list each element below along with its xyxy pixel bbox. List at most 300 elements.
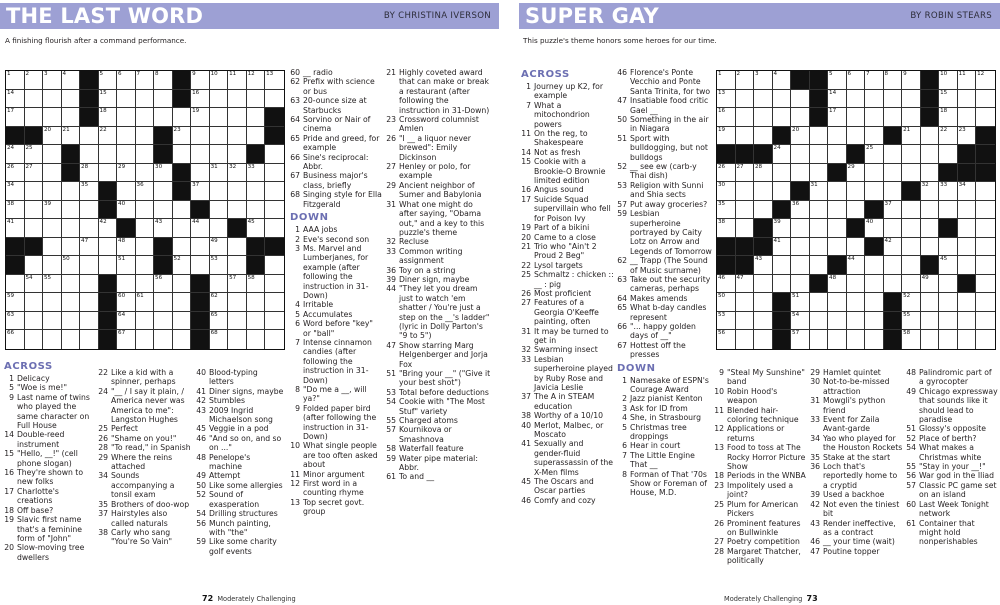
grid-cell[interactable] xyxy=(43,275,62,294)
grid-cell[interactable] xyxy=(154,219,173,238)
grid-cell[interactable] xyxy=(62,312,81,331)
grid-cell[interactable] xyxy=(117,127,136,146)
grid-cell[interactable] xyxy=(6,293,25,312)
grid-cell[interactable] xyxy=(136,108,155,127)
grid-cell[interactable] xyxy=(773,182,792,201)
grid-cell[interactable] xyxy=(828,275,847,294)
grid-cell[interactable] xyxy=(902,293,921,312)
grid-cell[interactable] xyxy=(136,330,155,349)
grid-cell[interactable] xyxy=(736,127,755,146)
grid-cell[interactable] xyxy=(902,71,921,90)
grid-cell[interactable] xyxy=(921,201,940,220)
grid-cell[interactable] xyxy=(191,90,210,109)
grid-cell[interactable] xyxy=(828,145,847,164)
grid-cell[interactable] xyxy=(80,145,99,164)
grid-cell[interactable] xyxy=(6,275,25,294)
grid-cell[interactable] xyxy=(754,71,773,90)
grid-cell[interactable] xyxy=(976,330,995,349)
grid-cell[interactable] xyxy=(810,145,829,164)
grid-cell[interactable] xyxy=(6,164,25,183)
grid-cell[interactable] xyxy=(6,330,25,349)
grid-cell[interactable] xyxy=(717,127,736,146)
grid-cell[interactable] xyxy=(884,145,903,164)
grid-cell[interactable] xyxy=(80,330,99,349)
grid-cell[interactable] xyxy=(228,293,247,312)
grid-cell[interactable] xyxy=(717,201,736,220)
grid-cell[interactable] xyxy=(754,182,773,201)
grid-cell[interactable] xyxy=(247,275,266,294)
grid-cell[interactable] xyxy=(736,71,755,90)
grid-cell[interactable] xyxy=(117,164,136,183)
grid-cell[interactable] xyxy=(25,275,44,294)
grid-cell[interactable] xyxy=(265,293,284,312)
grid-cell[interactable] xyxy=(958,238,977,257)
grid-cell[interactable] xyxy=(828,219,847,238)
grid-cell[interactable] xyxy=(117,71,136,90)
grid-cell[interactable] xyxy=(25,201,44,220)
grid-cell[interactable] xyxy=(884,275,903,294)
grid-cell[interactable] xyxy=(828,312,847,331)
grid-cell[interactable] xyxy=(154,182,173,201)
grid-cell[interactable] xyxy=(754,127,773,146)
grid-cell[interactable] xyxy=(902,127,921,146)
grid-cell[interactable] xyxy=(191,182,210,201)
grid-cell[interactable] xyxy=(773,108,792,127)
grid-cell[interactable] xyxy=(228,330,247,349)
grid-cell[interactable] xyxy=(865,108,884,127)
grid-cell[interactable] xyxy=(62,293,81,312)
grid-cell[interactable] xyxy=(173,127,192,146)
grid-cell[interactable] xyxy=(247,71,266,90)
grid-cell[interactable] xyxy=(80,238,99,257)
grid-cell[interactable] xyxy=(736,293,755,312)
grid-cell[interactable] xyxy=(958,256,977,275)
grid-cell[interactable] xyxy=(99,127,118,146)
grid-cell[interactable] xyxy=(210,238,229,257)
grid-cell[interactable] xyxy=(99,219,118,238)
grid-cell[interactable] xyxy=(191,256,210,275)
grid-cell[interactable] xyxy=(25,108,44,127)
grid-cell[interactable] xyxy=(921,182,940,201)
grid-cell[interactable] xyxy=(136,90,155,109)
grid-cell[interactable] xyxy=(717,219,736,238)
grid-cell[interactable] xyxy=(847,238,866,257)
grid-cell[interactable] xyxy=(191,145,210,164)
grid-cell[interactable] xyxy=(25,219,44,238)
grid-cell[interactable] xyxy=(773,238,792,257)
grid-cell[interactable] xyxy=(228,275,247,294)
grid-cell[interactable] xyxy=(939,201,958,220)
grid-cell[interactable] xyxy=(884,164,903,183)
grid-cell[interactable] xyxy=(210,201,229,220)
grid-cell[interactable] xyxy=(865,127,884,146)
grid-cell[interactable] xyxy=(736,330,755,349)
grid-cell[interactable] xyxy=(958,201,977,220)
grid-cell[interactable] xyxy=(773,256,792,275)
grid-cell[interactable] xyxy=(43,238,62,257)
grid-cell[interactable] xyxy=(736,90,755,109)
grid-cell[interactable] xyxy=(99,108,118,127)
grid-cell[interactable] xyxy=(6,182,25,201)
grid-cell[interactable] xyxy=(25,145,44,164)
grid-cell[interactable] xyxy=(99,71,118,90)
grid-cell[interactable] xyxy=(773,164,792,183)
grid-cell[interactable] xyxy=(117,312,136,331)
grid-cell[interactable] xyxy=(902,219,921,238)
grid-cell[interactable] xyxy=(828,182,847,201)
grid-cell[interactable] xyxy=(6,71,25,90)
grid-cell[interactable] xyxy=(265,312,284,331)
grid-cell[interactable] xyxy=(958,293,977,312)
grid-cell[interactable] xyxy=(173,145,192,164)
grid-cell[interactable] xyxy=(902,238,921,257)
grid-cell[interactable] xyxy=(210,108,229,127)
grid-cell[interactable] xyxy=(736,275,755,294)
grid-cell[interactable] xyxy=(847,90,866,109)
grid-cell[interactable] xyxy=(43,293,62,312)
grid-cell[interactable] xyxy=(265,90,284,109)
grid-cell[interactable] xyxy=(210,164,229,183)
grid-cell[interactable] xyxy=(976,312,995,331)
grid-cell[interactable] xyxy=(976,238,995,257)
grid-cell[interactable] xyxy=(6,312,25,331)
grid-cell[interactable] xyxy=(736,201,755,220)
grid-cell[interactable] xyxy=(25,90,44,109)
grid-cell[interactable] xyxy=(80,127,99,146)
grid-cell[interactable] xyxy=(247,219,266,238)
grid-cell[interactable] xyxy=(43,256,62,275)
grid-cell[interactable] xyxy=(265,256,284,275)
grid-cell[interactable] xyxy=(62,182,81,201)
grid-cell[interactable] xyxy=(62,201,81,220)
grid-cell[interactable] xyxy=(791,238,810,257)
grid-cell[interactable] xyxy=(25,71,44,90)
grid-cell[interactable] xyxy=(791,219,810,238)
grid-cell[interactable] xyxy=(847,330,866,349)
grid-cell[interactable] xyxy=(80,164,99,183)
grid-cell[interactable] xyxy=(976,293,995,312)
grid-cell[interactable] xyxy=(902,164,921,183)
grid-cell[interactable] xyxy=(173,219,192,238)
grid-cell[interactable] xyxy=(265,219,284,238)
grid-cell[interactable] xyxy=(136,127,155,146)
grid-cell[interactable] xyxy=(117,108,136,127)
grid-cell[interactable] xyxy=(921,219,940,238)
grid-cell[interactable] xyxy=(847,293,866,312)
grid-cell[interactable] xyxy=(80,219,99,238)
grid-cell[interactable] xyxy=(828,293,847,312)
grid-cell[interactable] xyxy=(847,127,866,146)
grid-cell[interactable] xyxy=(191,238,210,257)
grid-cell[interactable] xyxy=(43,219,62,238)
grid-cell[interactable] xyxy=(791,108,810,127)
grid-cell[interactable] xyxy=(976,256,995,275)
grid-cell[interactable] xyxy=(228,127,247,146)
grid-cell[interactable] xyxy=(902,201,921,220)
grid-cell[interactable] xyxy=(754,256,773,275)
grid-cell[interactable] xyxy=(921,127,940,146)
grid-cell[interactable] xyxy=(136,182,155,201)
grid-cell[interactable] xyxy=(810,293,829,312)
grid-cell[interactable] xyxy=(939,108,958,127)
grid-cell[interactable] xyxy=(265,330,284,349)
grid-cell[interactable] xyxy=(228,145,247,164)
grid-cell[interactable] xyxy=(6,201,25,220)
grid-cell[interactable] xyxy=(173,312,192,331)
grid-cell[interactable] xyxy=(191,127,210,146)
grid-cell[interactable] xyxy=(828,201,847,220)
grid-cell[interactable] xyxy=(865,71,884,90)
grid-cell[interactable] xyxy=(210,127,229,146)
grid-cell[interactable] xyxy=(62,108,81,127)
grid-cell[interactable] xyxy=(191,108,210,127)
grid-cell[interactable] xyxy=(717,330,736,349)
grid-cell[interactable] xyxy=(173,238,192,257)
grid-cell[interactable] xyxy=(136,256,155,275)
grid-cell[interactable] xyxy=(865,256,884,275)
grid-cell[interactable] xyxy=(810,238,829,257)
grid-cell[interactable] xyxy=(736,108,755,127)
grid-cell[interactable] xyxy=(791,293,810,312)
grid-cell[interactable] xyxy=(921,293,940,312)
grid-cell[interactable] xyxy=(828,238,847,257)
grid-cell[interactable] xyxy=(791,312,810,331)
grid-cell[interactable] xyxy=(884,238,903,257)
grid-cell[interactable] xyxy=(80,293,99,312)
left-crossword-grid[interactable] xyxy=(5,70,285,350)
right-crossword-grid[interactable] xyxy=(716,70,996,350)
grid-cell[interactable] xyxy=(810,219,829,238)
grid-cell[interactable] xyxy=(717,90,736,109)
grid-cell[interactable] xyxy=(884,90,903,109)
grid-cell[interactable] xyxy=(228,238,247,257)
grid-cell[interactable] xyxy=(958,182,977,201)
grid-cell[interactable] xyxy=(265,182,284,201)
grid-cell[interactable] xyxy=(154,330,173,349)
grid-cell[interactable] xyxy=(921,330,940,349)
grid-cell[interactable] xyxy=(228,108,247,127)
grid-cell[interactable] xyxy=(136,71,155,90)
grid-cell[interactable] xyxy=(717,312,736,331)
grid-cell[interactable] xyxy=(25,164,44,183)
grid-cell[interactable] xyxy=(847,256,866,275)
grid-cell[interactable] xyxy=(228,164,247,183)
grid-cell[interactable] xyxy=(902,108,921,127)
grid-cell[interactable] xyxy=(136,201,155,220)
grid-cell[interactable] xyxy=(247,201,266,220)
grid-cell[interactable] xyxy=(80,201,99,220)
grid-cell[interactable] xyxy=(99,145,118,164)
grid-cell[interactable] xyxy=(865,164,884,183)
grid-cell[interactable] xyxy=(247,164,266,183)
grid-cell[interactable] xyxy=(958,71,977,90)
grid-cell[interactable] xyxy=(754,330,773,349)
grid-cell[interactable] xyxy=(117,90,136,109)
grid-cell[interactable] xyxy=(810,256,829,275)
grid-cell[interactable] xyxy=(173,330,192,349)
grid-cell[interactable] xyxy=(828,90,847,109)
grid-cell[interactable] xyxy=(958,108,977,127)
grid-cell[interactable] xyxy=(117,201,136,220)
grid-cell[interactable] xyxy=(173,293,192,312)
grid-cell[interactable] xyxy=(736,312,755,331)
grid-cell[interactable] xyxy=(25,182,44,201)
grid-cell[interactable] xyxy=(228,182,247,201)
grid-cell[interactable] xyxy=(265,275,284,294)
grid-cell[interactable] xyxy=(210,219,229,238)
grid-cell[interactable] xyxy=(958,312,977,331)
grid-cell[interactable] xyxy=(6,145,25,164)
grid-cell[interactable] xyxy=(754,90,773,109)
grid-cell[interactable] xyxy=(43,164,62,183)
grid-cell[interactable] xyxy=(62,256,81,275)
grid-cell[interactable] xyxy=(43,201,62,220)
grid-cell[interactable] xyxy=(210,312,229,331)
grid-cell[interactable] xyxy=(921,312,940,331)
grid-cell[interactable] xyxy=(80,275,99,294)
grid-cell[interactable] xyxy=(25,293,44,312)
grid-cell[interactable] xyxy=(921,164,940,183)
grid-cell[interactable] xyxy=(154,108,173,127)
grid-cell[interactable] xyxy=(25,312,44,331)
grid-cell[interactable] xyxy=(847,71,866,90)
grid-cell[interactable] xyxy=(136,293,155,312)
grid-cell[interactable] xyxy=(265,164,284,183)
grid-cell[interactable] xyxy=(43,127,62,146)
grid-cell[interactable] xyxy=(828,330,847,349)
grid-cell[interactable] xyxy=(754,201,773,220)
grid-cell[interactable] xyxy=(976,71,995,90)
grid-cell[interactable] xyxy=(884,108,903,127)
grid-cell[interactable] xyxy=(265,201,284,220)
grid-cell[interactable] xyxy=(791,275,810,294)
grid-cell[interactable] xyxy=(117,293,136,312)
grid-cell[interactable] xyxy=(939,330,958,349)
grid-cell[interactable] xyxy=(228,201,247,220)
grid-cell[interactable] xyxy=(791,90,810,109)
grid-cell[interactable] xyxy=(791,256,810,275)
grid-cell[interactable] xyxy=(865,90,884,109)
grid-cell[interactable] xyxy=(247,182,266,201)
grid-cell[interactable] xyxy=(773,275,792,294)
grid-cell[interactable] xyxy=(99,256,118,275)
grid-cell[interactable] xyxy=(921,145,940,164)
grid-cell[interactable] xyxy=(884,256,903,275)
grid-cell[interactable] xyxy=(773,90,792,109)
grid-cell[interactable] xyxy=(865,145,884,164)
grid-cell[interactable] xyxy=(865,275,884,294)
grid-cell[interactable] xyxy=(43,312,62,331)
grid-cell[interactable] xyxy=(939,182,958,201)
grid-cell[interactable] xyxy=(717,108,736,127)
grid-cell[interactable] xyxy=(173,201,192,220)
grid-cell[interactable] xyxy=(80,182,99,201)
grid-cell[interactable] xyxy=(154,164,173,183)
grid-cell[interactable] xyxy=(902,330,921,349)
grid-cell[interactable] xyxy=(865,293,884,312)
grid-cell[interactable] xyxy=(958,219,977,238)
grid-cell[interactable] xyxy=(754,293,773,312)
grid-cell[interactable] xyxy=(976,108,995,127)
grid-cell[interactable] xyxy=(736,182,755,201)
grid-cell[interactable] xyxy=(847,275,866,294)
grid-cell[interactable] xyxy=(6,90,25,109)
grid-cell[interactable] xyxy=(754,312,773,331)
grid-cell[interactable] xyxy=(136,275,155,294)
grid-cell[interactable] xyxy=(791,330,810,349)
grid-cell[interactable] xyxy=(154,90,173,109)
grid-cell[interactable] xyxy=(228,90,247,109)
grid-cell[interactable] xyxy=(828,71,847,90)
grid-cell[interactable] xyxy=(210,71,229,90)
grid-cell[interactable] xyxy=(958,330,977,349)
grid-cell[interactable] xyxy=(976,219,995,238)
grid-cell[interactable] xyxy=(80,312,99,331)
grid-cell[interactable] xyxy=(939,127,958,146)
grid-cell[interactable] xyxy=(210,90,229,109)
grid-cell[interactable] xyxy=(136,312,155,331)
grid-cell[interactable] xyxy=(939,238,958,257)
grid-cell[interactable] xyxy=(828,127,847,146)
grid-cell[interactable] xyxy=(43,330,62,349)
grid-cell[interactable] xyxy=(976,90,995,109)
grid-cell[interactable] xyxy=(173,275,192,294)
grid-cell[interactable] xyxy=(62,238,81,257)
grid-cell[interactable] xyxy=(62,127,81,146)
grid-cell[interactable] xyxy=(791,164,810,183)
grid-cell[interactable] xyxy=(43,108,62,127)
grid-cell[interactable] xyxy=(210,256,229,275)
grid-cell[interactable] xyxy=(902,90,921,109)
grid-cell[interactable] xyxy=(810,201,829,220)
grid-cell[interactable] xyxy=(865,219,884,238)
grid-cell[interactable] xyxy=(902,256,921,275)
grid-cell[interactable] xyxy=(736,219,755,238)
grid-cell[interactable] xyxy=(773,145,792,164)
grid-cell[interactable] xyxy=(247,293,266,312)
grid-cell[interactable] xyxy=(847,201,866,220)
grid-cell[interactable] xyxy=(754,164,773,183)
grid-cell[interactable] xyxy=(117,145,136,164)
grid-cell[interactable] xyxy=(210,330,229,349)
grid-cell[interactable] xyxy=(117,182,136,201)
grid-cell[interactable] xyxy=(847,182,866,201)
grid-cell[interactable] xyxy=(247,90,266,109)
grid-cell[interactable] xyxy=(43,90,62,109)
grid-cell[interactable] xyxy=(62,275,81,294)
grid-cell[interactable] xyxy=(62,219,81,238)
grid-cell[interactable] xyxy=(754,275,773,294)
grid-cell[interactable] xyxy=(847,108,866,127)
grid-cell[interactable] xyxy=(154,275,173,294)
grid-cell[interactable] xyxy=(921,275,940,294)
grid-cell[interactable] xyxy=(773,219,792,238)
grid-cell[interactable] xyxy=(958,90,977,109)
grid-cell[interactable] xyxy=(717,293,736,312)
grid-cell[interactable] xyxy=(736,164,755,183)
grid-cell[interactable] xyxy=(810,182,829,201)
grid-cell[interactable] xyxy=(247,127,266,146)
grid-cell[interactable] xyxy=(247,108,266,127)
grid-cell[interactable] xyxy=(247,312,266,331)
grid-cell[interactable] xyxy=(847,312,866,331)
grid-cell[interactable] xyxy=(865,312,884,331)
grid-cell[interactable] xyxy=(210,275,229,294)
grid-cell[interactable] xyxy=(717,164,736,183)
grid-cell[interactable] xyxy=(191,71,210,90)
grid-cell[interactable] xyxy=(99,238,118,257)
grid-cell[interactable] xyxy=(173,108,192,127)
